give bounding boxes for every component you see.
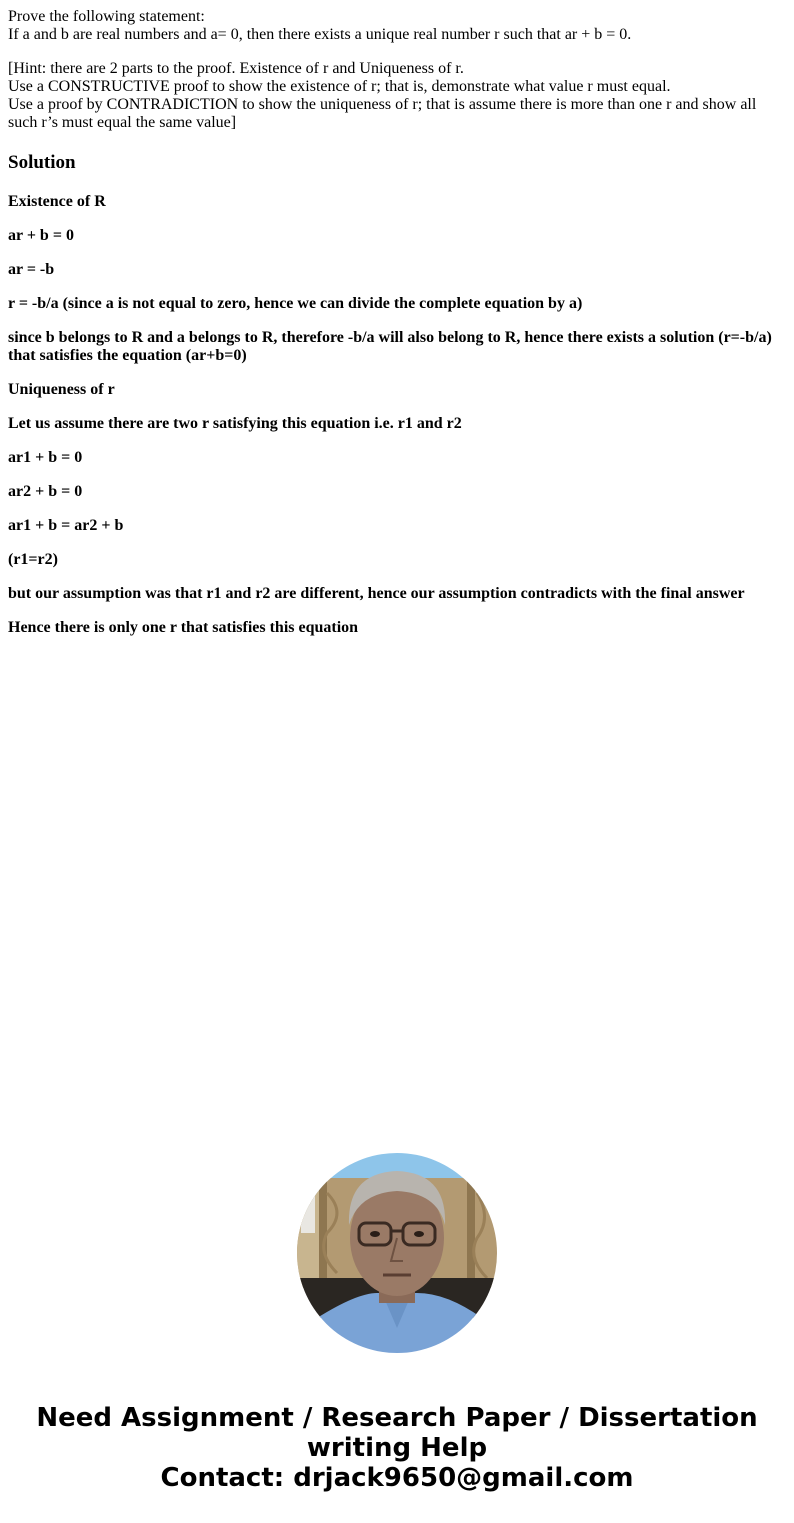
section-title-uniqueness: Uniqueness of r — [8, 381, 115, 398]
equation-line: ar2 + b = 0 — [8, 483, 83, 500]
equation-line: r = -b/a (since a is not equal to zero, hence we can divide the complete equation by a) — [8, 295, 583, 312]
explanation-paragraph: since b belongs to R and a belongs to R, therefore -b/a will also belong to R, hence there exists a solution (r=-b/a) that satisfies the equation (ar+b=0) — [8, 329, 772, 364]
promo-line: Need Assignment / Research Paper / Dissertation — [36, 1403, 758, 1433]
equation-line: ar1 + b = ar2 + b — [8, 517, 124, 534]
section-title-existence: Existence of R — [8, 193, 106, 210]
hint-line: [Hint: there are 2 parts to the proof. Existence of r and Uniqueness of r. — [8, 60, 464, 77]
document-content — [8, 8, 786, 653]
question-line: Prove the following statement: — [8, 8, 205, 25]
promo-line: writing Help — [306, 1433, 488, 1463]
solution-heading: Solution — [8, 152, 76, 173]
explanation-paragraph: Let us assume there are two r satisfying this equation i.e. r1 and r2 — [8, 415, 462, 432]
question-line: If a and b are real numbers and a= 0, then there exists a unique real number r such that ar + b = 0. — [8, 26, 632, 43]
equation-line: ar = -b — [8, 261, 55, 278]
avatar — [297, 1153, 497, 1353]
equation-line: ar1 + b = 0 — [8, 449, 83, 466]
conclusion-paragraph: Hence there is only one r that satisfies this equation — [8, 619, 359, 636]
question-statement — [8, 8, 786, 44]
explanation-paragraph: but our assumption was that r1 and r2 are different, hence our assumption contradicts with the final answer — [8, 585, 745, 602]
equation-line: (r1=r2) — [8, 551, 58, 568]
hint-line: Use a CONSTRUCTIVE proof to show the existence of r; that is, demonstrate what value r must equal. — [8, 78, 671, 95]
question-block — [8, 8, 786, 132]
equation-line: ar + b = 0 — [8, 227, 74, 244]
solution-body — [8, 193, 786, 637]
question-hint — [8, 60, 786, 132]
promo-banner — [0, 1403, 794, 1493]
hint-line: Use a proof by CONTRADICTION to show the uniqueness of r; that is assume there is more than one r and show all such r’s must equal the same value] — [8, 96, 757, 131]
promo-contact: Contact: drjack9650@gmail.com — [160, 1463, 634, 1493]
portrait-image — [297, 1153, 497, 1353]
